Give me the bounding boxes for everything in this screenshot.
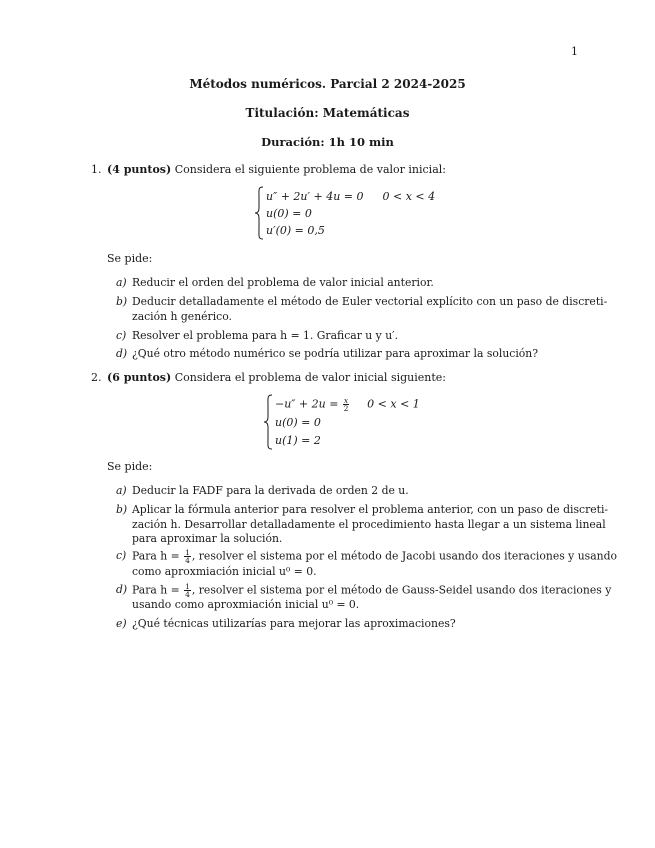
item-label: d) [116, 583, 128, 596]
item-label: a) [116, 276, 127, 289]
q1-equation-line-3: u′(0) = 0,5 [266, 224, 325, 237]
item-label: d) [116, 347, 128, 360]
question-1-statement [107, 163, 446, 176]
item-text: Aplicar la fórmula anterior para resolver el problema anterior, con un paso de discreti- [132, 503, 609, 516]
question-1-asks: Se pide: [107, 252, 153, 265]
q2-domain: 0 < x < 1 [367, 397, 420, 411]
item-text [132, 549, 617, 564]
question-2-item-c-continuation: como aproxmiación inicial u⁰ = 0. [132, 565, 317, 578]
question-2-asks: Se pide: [107, 460, 153, 473]
item-text: Reducir el orden del problema de valor inicial anterior. [132, 276, 434, 289]
question-2-item-d-continuation: usando como aproxmiación inicial u⁰ = 0. [132, 598, 360, 611]
question-2-item-b-continuation-1: zación h. Desarrollar detalladamente el procedimiento hasta llegar a un sistema lineal [132, 518, 606, 531]
question-2-points: (6 puntos) [107, 371, 172, 384]
item-label: a) [116, 484, 127, 497]
item-text: Resolver el problema para h = 1. Graficar u y u′. [132, 329, 399, 342]
question-2-item-b-continuation-2: para aproximar la solución. [132, 532, 283, 545]
question-1-equation-system [254, 186, 444, 240]
fraction-numerator: 1 [185, 582, 190, 591]
q1-ode: u″ + 2u′ + 4u = 0 [266, 190, 364, 203]
q2-equation-line-1 [275, 397, 420, 412]
fraction-numerator: 1 [185, 548, 190, 557]
q1-domain: 0 < x < 4 [382, 190, 436, 203]
item-text: Deducir detalladamente el método de Euler vectorial explícito con un paso de discreti- [132, 295, 608, 308]
page-number: 1 [571, 45, 578, 58]
q1-equation-line-1 [266, 190, 435, 203]
fraction-denominator: 2 [343, 404, 349, 413]
q1-equation-line-2: u(0) = 0 [266, 207, 312, 220]
fraction-denominator: 4 [185, 556, 190, 565]
item-label: b) [116, 295, 128, 308]
question-2-number: 2. [91, 371, 102, 384]
q2-ode-left: −u″ + 2u = [275, 397, 339, 411]
item-label: b) [116, 503, 128, 516]
item-text [132, 583, 611, 598]
item-text: ¿Qué técnicas utilizarías para mejorar las aproximaciones? [132, 617, 456, 630]
exam-title: Métodos numéricos. Parcial 2 2024-2025 [189, 77, 466, 91]
item-text: ¿Qué otro método numérico se podría utilizar para aproximar la solución? [132, 347, 539, 360]
degree-heading: Titulación: Matemáticas [245, 106, 410, 120]
q2-equation-line-2: u(0) = 0 [275, 416, 321, 429]
duration-heading: Duración: 1h 10 min [261, 135, 394, 149]
item-label: e) [116, 617, 127, 630]
h-fraction [184, 549, 191, 564]
fraction-numerator: x [343, 396, 349, 405]
question-1-points: (4 puntos) [107, 163, 172, 176]
item-label: c) [116, 549, 127, 562]
brace-icon [263, 394, 273, 450]
question-1-intro: Considera el siguiente problema de valor inicial: [174, 163, 446, 176]
question-1-item-b-continuation: zación h genérico. [132, 310, 232, 323]
item-text-end: , resolver el sistema por el método de Gauss-Seidel usando dos iteraciones y [191, 583, 612, 597]
question-2-statement [107, 371, 446, 384]
item-text-start: Para h = [132, 549, 180, 563]
brace-icon [254, 186, 264, 240]
item-label: c) [116, 329, 127, 342]
item-text-end: , resolver el sistema por el método de Jacobi usando dos iteraciones y usando [191, 549, 618, 563]
fraction-denominator: 4 [185, 590, 190, 599]
h-fraction [184, 583, 191, 598]
question-2-equation-system [263, 394, 433, 450]
question-2-intro: Considera el problema de valor inicial siguiente: [174, 371, 446, 384]
q2-equation-line-3: u(1) = 2 [275, 434, 321, 447]
q2-ode-fraction [343, 397, 349, 412]
question-1-number: 1. [91, 163, 102, 176]
item-text: Deducir la FADF para la derivada de orden 2 de u. [132, 484, 409, 497]
item-text-start: Para h = [132, 583, 180, 597]
